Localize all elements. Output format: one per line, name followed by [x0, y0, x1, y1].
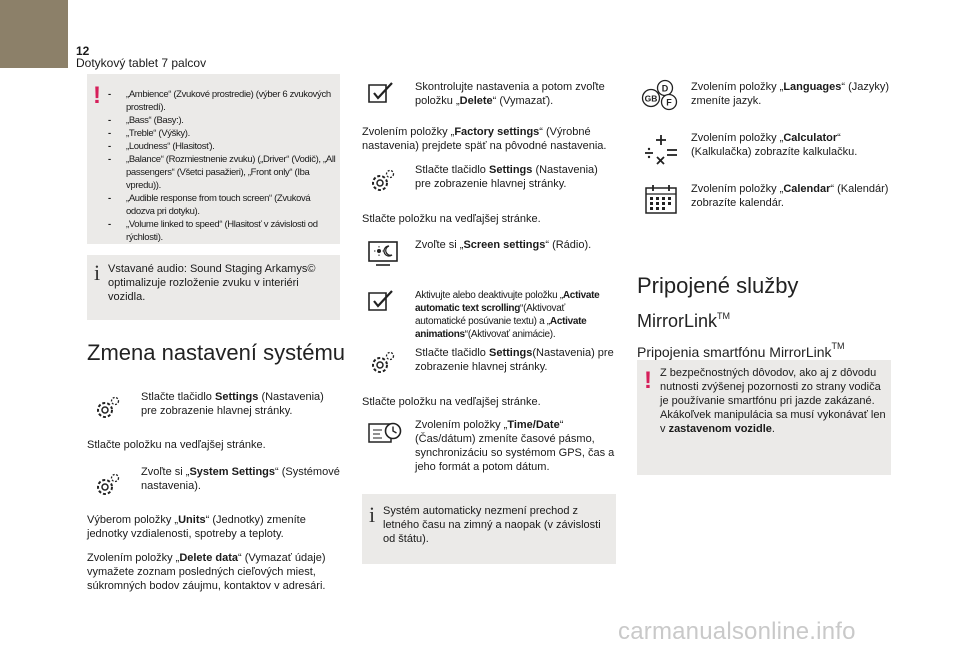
chapter-tab — [0, 0, 68, 68]
svg-text:D: D — [661, 83, 669, 94]
info-text: Vstavané audio: Sound Staging Arkamys© optimalizuje rozloženie zvuku v interiéri vozidla. — [108, 263, 316, 303]
language-icon — [641, 79, 681, 111]
step-text: Aktivujte alebo deaktivujte položku „Activate automatic text scrolling“(Aktivovať automatické posúvanie textu) a „Activate animations“(Aktivovať animácie). — [415, 290, 600, 340]
list-item: - „Balance“ (Rozmiestnenie zvuku) („Driver“ (Vodič), „All passengers“ (Všetci pasažieri), „Front only“ (Iba vpredu)). — [108, 154, 336, 191]
step-text: Stlačte tlačidlo Settings(Nastavenia) pre zobrazenie hlavnej stránky. — [415, 347, 614, 373]
step-text: Skontrolujte nastavenia a potom zvoľte položku „Delete“ (Vymazať). — [415, 81, 605, 107]
step-text: Zvolením položky „Calculator“ (Kalkulačka) zobrazíte kalkulačku. — [691, 132, 858, 158]
warning-text: Z bezpečnostných dôvodov, ako aj z dôvodu nutnosti zvýšenej pozornosti zo strany vodiča je používanie smartfónu pri jazde zakázané. Akákoľvek manipulácia sa musí vykonávať len v zastavenom vozidle. — [660, 367, 886, 435]
paragraph: Stlačte položku na vedľajšej stránke. — [87, 439, 266, 451]
time-date-icon — [368, 421, 402, 445]
step-text: Zvolením položky „Languages“ (Jazyky) zmeníte jazyk. — [691, 81, 890, 107]
info-icon: i — [94, 260, 101, 285]
gear-icon — [93, 395, 121, 421]
step-text: Zvoľte si „System Settings“ (Systémové nastavenia). — [141, 466, 340, 492]
watermark: carmanualsonline.info — [618, 618, 856, 645]
page-number: 12 — [76, 44, 90, 58]
paragraph: Zvolením položky „Factory settings“ (Výrobné nastavenia) prejdete späť na pôvodné nastavenia. — [362, 126, 607, 152]
calculator-icon — [643, 133, 679, 165]
list-item: - „Audible response from touch screen“ (Zvuková odozva pri dotyku). — [108, 193, 311, 217]
info-text: Systém automaticky nezmení prechod z letného času na zimný a naopak (v závislosti od štátu). — [383, 505, 601, 545]
list-item: - „Bass“ (Basy:). — [108, 115, 184, 126]
list-item: - „Ambience“ (Zvukové prostredie) (výber 6 zvukových prostredí). — [108, 89, 331, 113]
step-text: Stlačte tlačidlo Settings (Nastavenia) pre zobrazenie hlavnej stránky. — [141, 391, 324, 417]
checkmark-icon — [368, 290, 394, 312]
paragraph: Zvolením položky „Delete data“ (Vymazať údaje) vymažete zoznam posledných cieľových miest, súkromných bodov záujmu, kontaktov v adresári. — [87, 552, 326, 592]
list-item: - „Loudness“ (Hlasitosť). — [108, 141, 215, 152]
list-item: - „Treble“ (Výšky). — [108, 128, 190, 139]
gear-icon — [368, 350, 396, 376]
list-item: - „Volume linked to speed“ (Hlasitosť v závislosti od rýchlosti). — [108, 219, 318, 243]
gear-icon — [93, 472, 121, 498]
calendar-icon — [645, 184, 677, 214]
warning-icon: ! — [93, 82, 101, 109]
gear-icon — [368, 168, 396, 194]
checkmark-icon — [368, 82, 394, 104]
paragraph: Stlačte položku na vedľajšej stránke. — [362, 213, 541, 225]
svg-text:F: F — [666, 97, 672, 108]
subsubsection-heading: Pripojenia smartfónu MirrorLink™ — [637, 341, 845, 360]
section-heading: Pripojené služby — [637, 273, 799, 298]
subsection-heading: MirrorLink™ — [637, 311, 731, 331]
paragraph: Výberom položky „Units“ (Jednotky) zmeníte jednotky vzdialenosti, spotreby a teploty. — [87, 514, 306, 540]
step-text: Zvolením položky „Time/Date“ (Čas/dátum) zmeníte časové pásmo, synchronizáciu so systémom GPS, čas a jeho formát a potom dátum. — [415, 419, 615, 473]
svg-text:GB: GB — [644, 93, 658, 104]
audio-settings-list — [108, 88, 336, 244]
step-text: Zvolením položky „Calendar“ (Kalendár) zobrazíte kalendár. — [691, 183, 889, 209]
warning-icon: ! — [644, 367, 652, 394]
section-heading: Zmena nastavení systému — [87, 340, 346, 365]
paragraph: Stlačte položku na vedľajšej stránke. — [362, 396, 541, 408]
section-title: Dotykový tablet 7 palcov — [76, 56, 207, 70]
info-icon: i — [369, 502, 376, 527]
step-text: Zvoľte si „Screen settings“ (Rádio). — [415, 239, 592, 251]
screen-settings-icon — [368, 241, 398, 267]
step-text: Stlačte tlačidlo Settings (Nastavenia) pre zobrazenie hlavnej stránky. — [415, 164, 598, 190]
